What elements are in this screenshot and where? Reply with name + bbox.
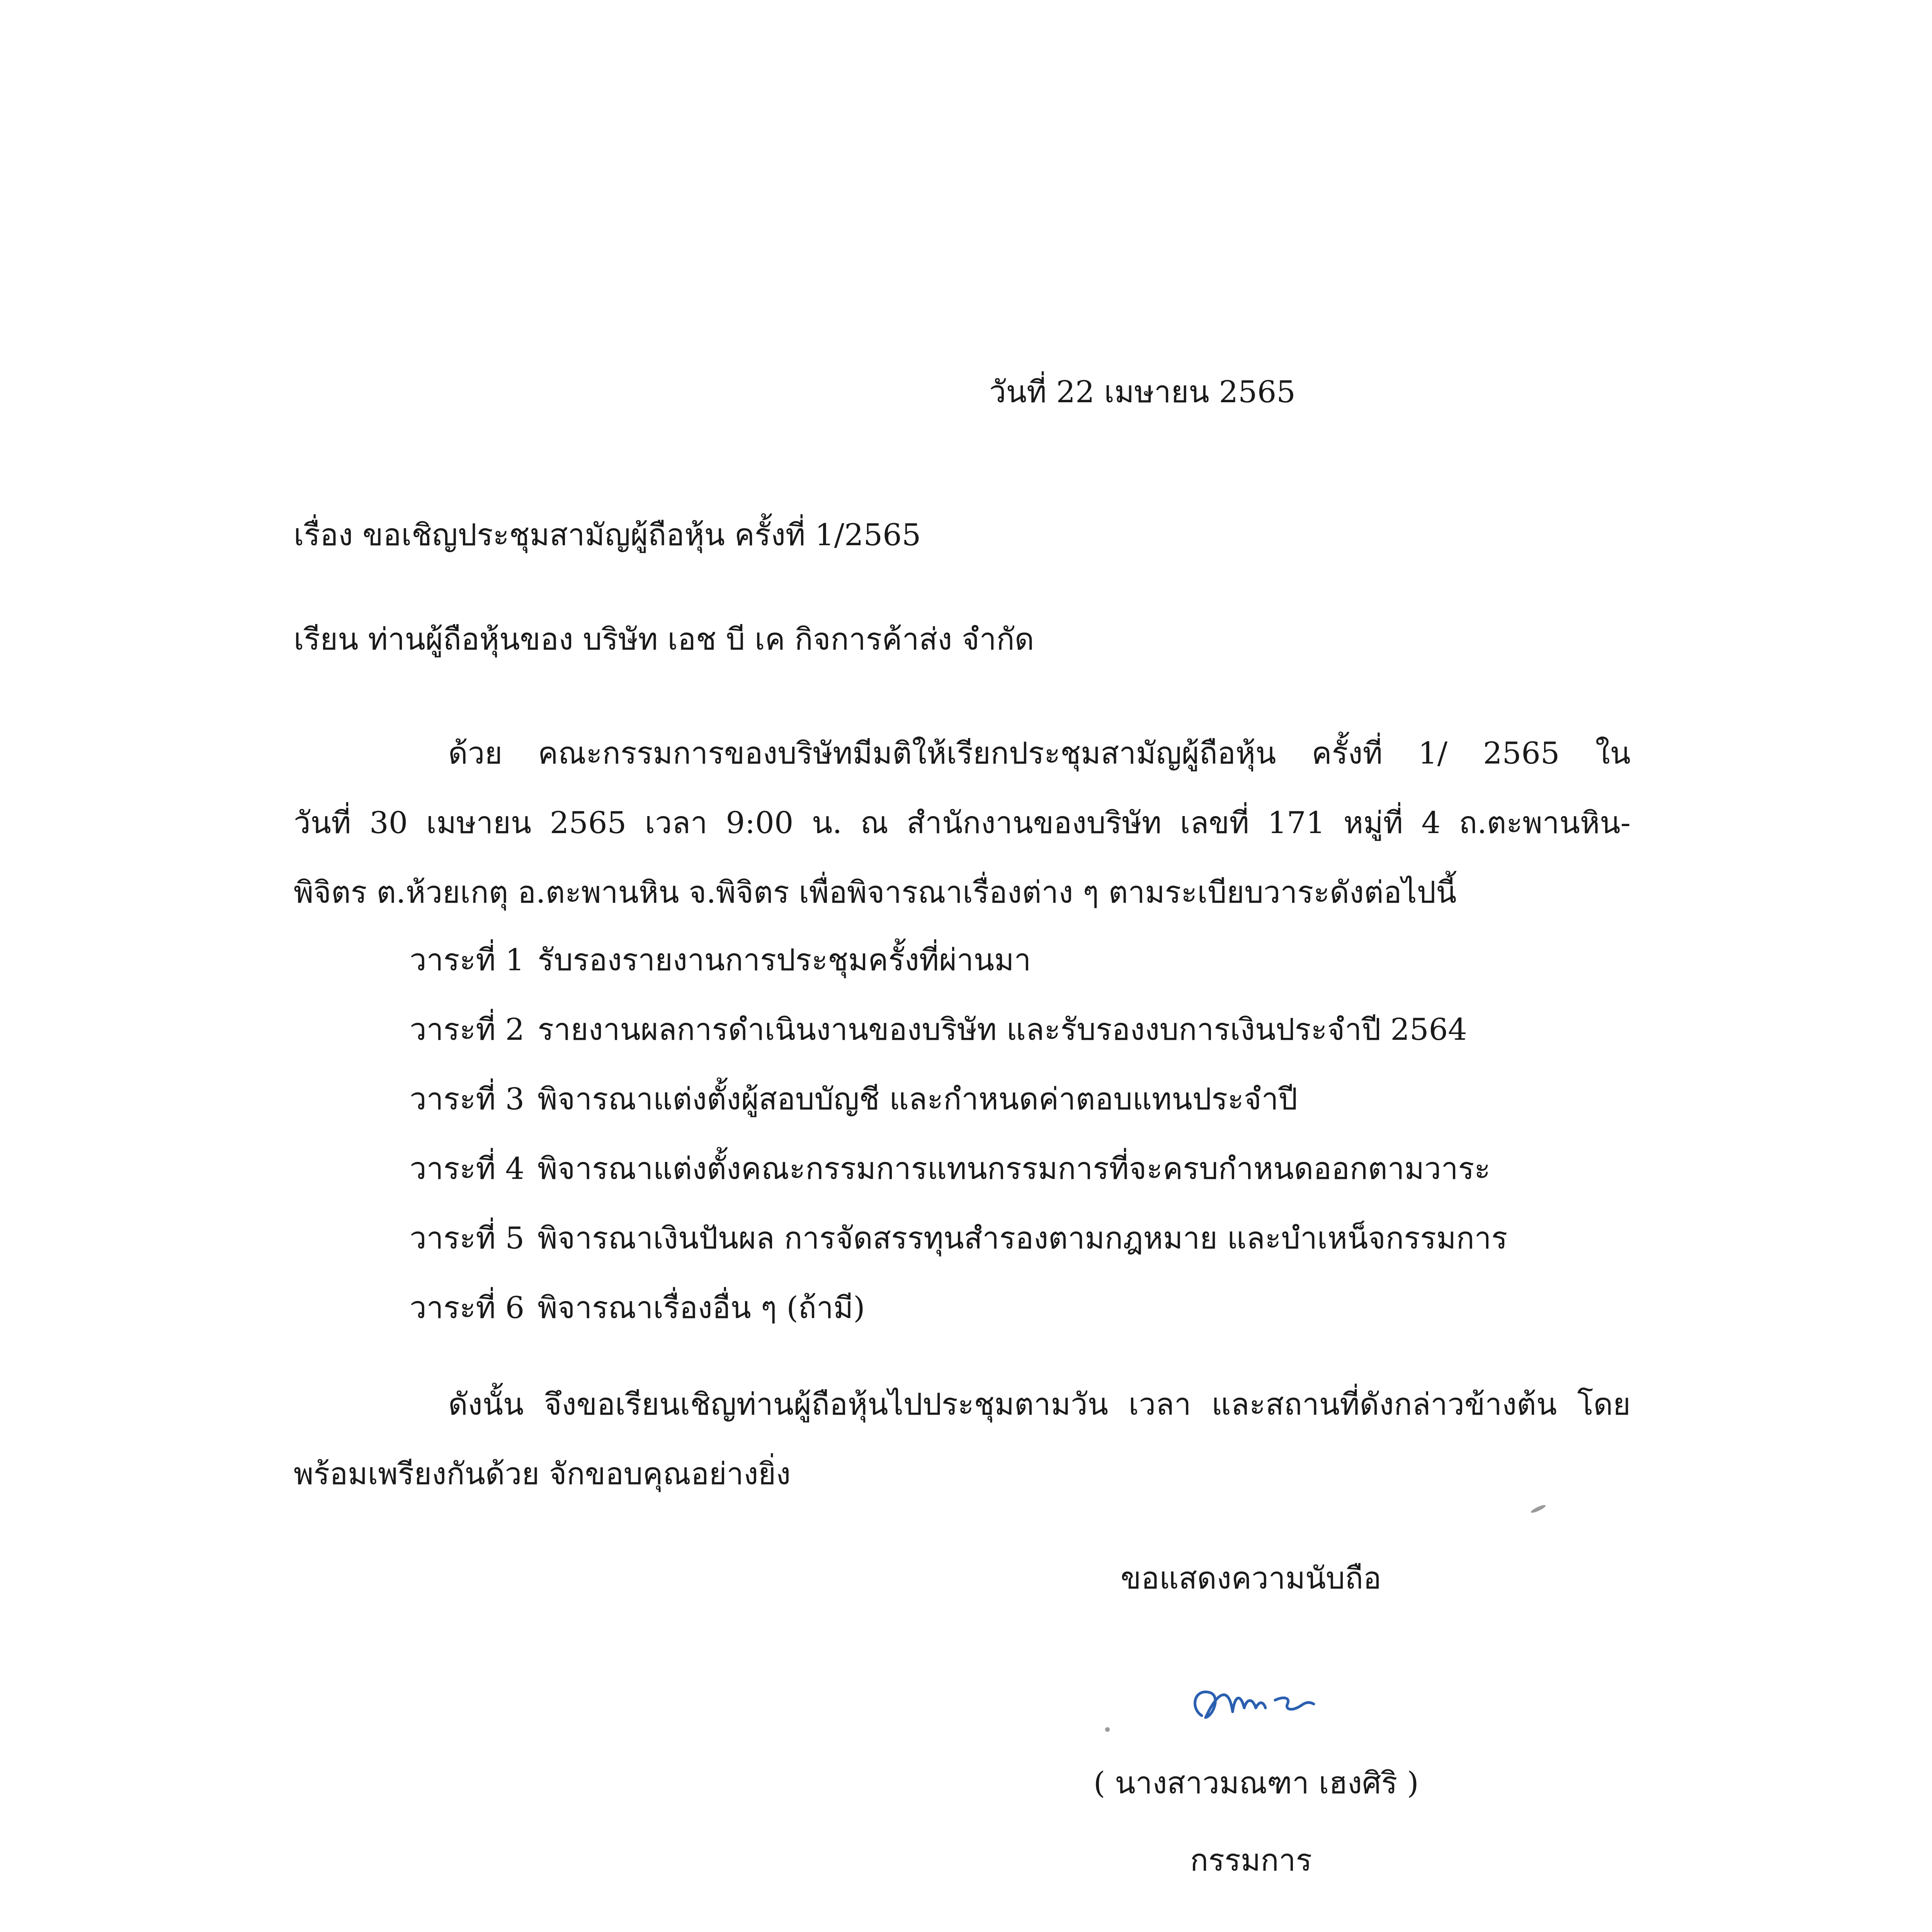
agenda-item-text: รับรองรายงานการประชุมครั้งที่ผ่านมา [537, 943, 1031, 978]
agenda-item-number: วาระที่ 1 [410, 943, 525, 978]
agenda-item [410, 1065, 1507, 1134]
agenda-item-text: พิจารณาแต่งตั้งคณะกรรมการแทนกรรมการที่จะครบกำหนดออกตามวาระ [537, 1151, 1491, 1186]
signer-title: กรรมการ [1190, 1843, 1312, 1878]
scan-speck [1105, 1727, 1110, 1732]
agenda-item-number: วาระที่ 6 [410, 1291, 525, 1325]
agenda-item [410, 925, 1507, 995]
agenda-item-text: รายงานผลการดำเนินงานของบริษัท และรับรองงบการเงินประจำปี 2564 [537, 1012, 1467, 1047]
agenda-item [410, 995, 1507, 1065]
closing-paragraph-line: พร้อมเพรียงกันด้วย จักขอบคุณอย่างยิ่ง [294, 1457, 791, 1492]
agenda-item-text: พิจารณาแต่งตั้งผู้สอบบัญชี และกำหนดค่าตอบแทนประจำปี [537, 1082, 1298, 1117]
intro-paragraph-line: ด้วย คณะกรรมการของบริษัทมีมติให้เรียกประชุมสามัญผู้ถือหุ้น ครั้งที่ 1/ 2565 ใน [448, 736, 1631, 771]
signer-name: ( นางสาวมณฑา เฮงศิริ ) [1094, 1766, 1419, 1801]
agenda-item [410, 1134, 1507, 1204]
letter-subject: เรื่อง ขอเชิญประชุมสามัญผู้ถือหุ้น ครั้งที่ 1/2565 [294, 518, 921, 553]
intro-paragraph [294, 719, 1631, 927]
closing-paragraph-line: ดังนั้น จึงขอเรียนเชิญท่านผู้ถือหุ้นไปประชุมตามวัน เวลา และสถานที่ดังกล่าวข้างต้น โดย [448, 1387, 1631, 1422]
agenda-item-text: พิจารณาเงินปันผล การจัดสรรทุนสำรองตามกฎหมาย และบำเหน็จกรรมการ [537, 1221, 1508, 1256]
letter-date: วันที่ 22 เมษายน 2565 [989, 375, 1296, 410]
agenda-item-number: วาระที่ 2 [410, 1012, 525, 1047]
letter-recipient: เรียน ท่านผู้ถือหุ้นของ บริษัท เอช บี เค กิจการค้าส่ง จำกัด [294, 622, 1034, 657]
agenda-item-number: วาระที่ 4 [410, 1151, 525, 1186]
agenda-item [410, 1273, 1507, 1343]
intro-paragraph-line: วันที่ 30 เมษายน 2565 เวลา 9:00 น. ณ สำนักงานของบริษัท เลขที่ 171 หมู่ที่ 4 ถ.ตะพานหิน- [294, 806, 1631, 840]
closing-salutation: ขอแสดงความนับถือ [1121, 1561, 1381, 1596]
closing-paragraph [294, 1370, 1631, 1509]
agenda-list [410, 925, 1507, 1343]
agenda-item-text: พิจารณาเรื่องอื่น ๆ (ถ้ามี) [537, 1291, 865, 1325]
handwritten-signature [1186, 1669, 1333, 1739]
agenda-item-number: วาระที่ 3 [410, 1082, 525, 1117]
agenda-item [410, 1204, 1507, 1273]
agenda-item-number: วาระที่ 5 [410, 1221, 525, 1256]
intro-paragraph-line: พิจิตร ต.ห้วยเกตุ อ.ตะพานหิน จ.พิจิตร เพื่อพิจารณาเรื่องต่าง ๆ ตามระเบียบวาระดังต่อไปนี้ [294, 875, 1457, 910]
